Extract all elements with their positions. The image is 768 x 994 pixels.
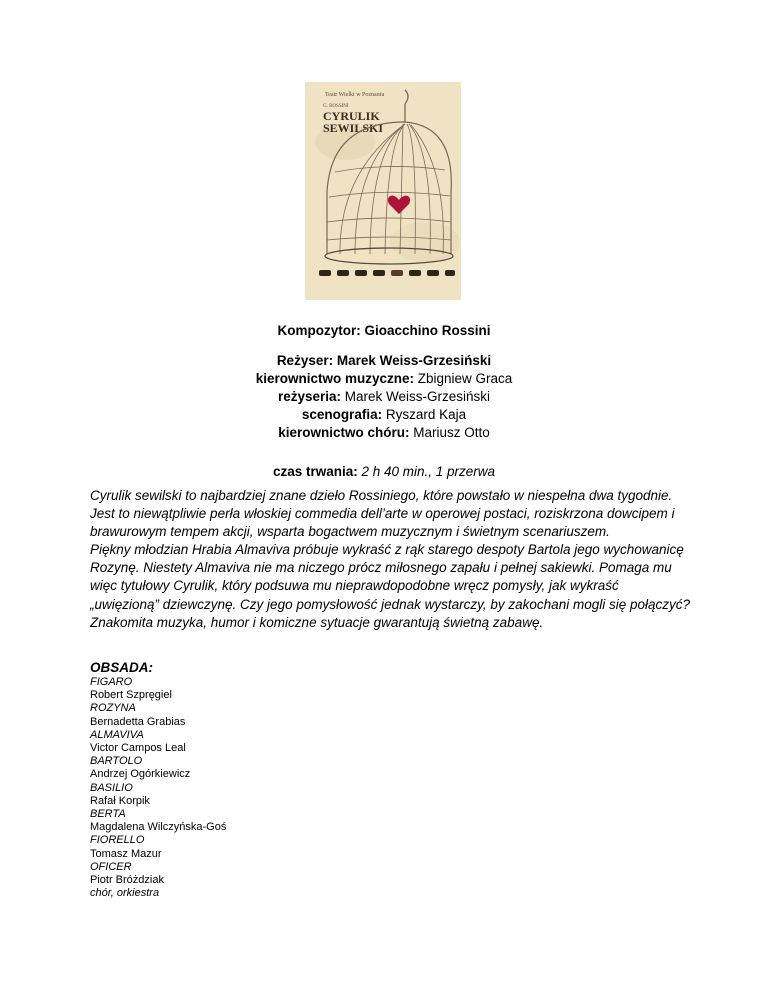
cast-singer: Robert Szpręgiel: [90, 689, 172, 702]
duration-line: [0, 463, 768, 481]
duration-label: czas trwania:: [272, 464, 358, 479]
duration-value: 2 h 40 min., 1 przerwa: [357, 464, 496, 479]
poster-title-line2: SEWILSKI: [323, 121, 384, 135]
description: [90, 487, 690, 632]
cast-heading: OBSADA:: [90, 660, 153, 675]
credit-row: reżyseria: Marek Weiss-Grzesiński: [277, 389, 491, 404]
poster-header: Teatr Wielki w Poznaniu: [325, 92, 385, 98]
cast-singer: Andrzej Ogórkiewicz: [90, 768, 191, 781]
cast-role: BERTA: [90, 808, 126, 821]
cast-list: [90, 676, 226, 900]
cast-singer: Tomasz Mazur: [90, 847, 162, 860]
cast-role: BARTOLO: [90, 755, 143, 768]
cast-singer: Magdalena Wilczyńska-Goś: [90, 821, 227, 834]
cast-singer: Piotr Bróżdziak: [90, 874, 164, 887]
cast-role: FIGARO: [90, 676, 133, 688]
description-paragraph: Piękny młodzian Hrabia Almaviva próbuje wykraść z rąk starego despoty Bartola jego wychowanicę Rozynę. Niestety Almaviva nie ma niczego prócz miłosnego zapału i pełnej sakiewki. Pomaga mu więc tytułowy Cyrulik, który podsuwa mu nieprawdopodobne wręcz pomysły, jak wykraść „uwięzioną” dziewczynę. Czy jego pomysłowość jednak wystarczy, by zakochani mogli się połączyć? Znakomita muzyka, humor i komiczne sytuacje gwarantują świetną zabawę.: [90, 542, 690, 630]
cast-singer: Victor Campos Leal: [90, 742, 186, 755]
cast-role: ROZYNA: [90, 702, 136, 715]
composer-line: [0, 322, 768, 340]
cast-singer: Rafał Korpik: [90, 794, 150, 807]
director-label: Reżyser: Marek Weiss-Grzesiński: [276, 353, 492, 368]
cast-singer: Bernadetta Grabias: [90, 715, 186, 728]
cast-role: FIORELLO: [90, 834, 145, 847]
poster-image: [305, 82, 461, 300]
composer-label: Kompozytor: Gioacchino Rossini: [277, 323, 491, 338]
cast-role: ALMAVIVA: [90, 728, 144, 741]
credit-row: scenografia: Ryszard Kaja: [301, 407, 467, 422]
birdcage-illustration: [305, 82, 461, 300]
cast-role: BASILIO: [90, 781, 133, 794]
cast-role: OFICER: [90, 860, 132, 873]
poster-title-line1: CYRULIK: [323, 109, 380, 123]
cast-footer: chór, orkiestra: [90, 887, 160, 900]
credit-row: kierownictwo muzyczne: Zbigniew Graca: [255, 371, 513, 386]
poster-subtitle: G. ROSSINI: [323, 104, 349, 109]
credit-row: kierownictwo chóru: Mariusz Otto: [278, 425, 490, 440]
description-paragraph: Cyrulik sewilski to najbardziej znane dzieło Rossiniego, które powstało w niespełna dwa tygodnie. Jest to niewątpliwie perła włoskiej commedia dell’arte w operowej postaci, roziskrzona dowcipem i brawurowym tempem akcji, wsparta bogactwem muzycznym i świetnym scenariuszem.: [90, 488, 675, 540]
crew-block: [0, 352, 768, 442]
